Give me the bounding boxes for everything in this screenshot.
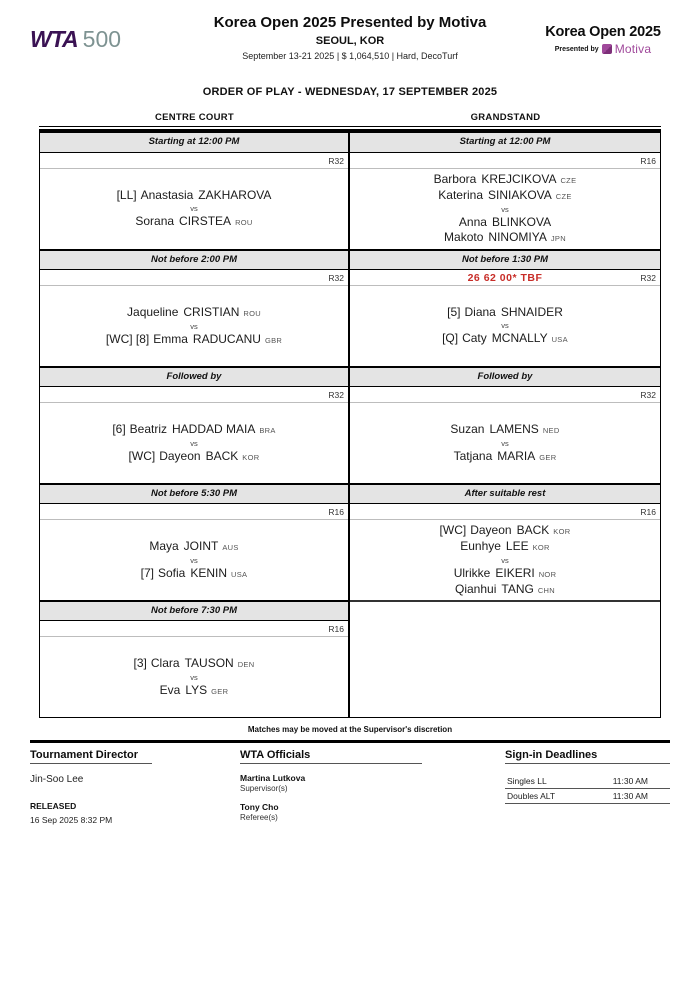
match-time-header: Starting at 12:00 PM [40,132,348,153]
released-datetime: 16 Sep 2025 8:32 PM [30,815,113,825]
round-row [40,270,348,286]
match-time-header: After suitable rest [350,483,660,504]
match-cell [40,270,348,366]
wta-officials-section [240,749,430,822]
player-first-name: Clara [150,655,180,670]
vs-label: vs [501,555,509,565]
player-last-name: SHNAIDER [500,305,563,319]
event-logo [528,24,678,56]
player-name [455,582,555,598]
player-name [117,188,272,203]
player-country-code: NOR [538,569,557,579]
player-name [444,230,566,246]
player-name [447,305,563,320]
event-logo-sponsor-row [528,42,678,56]
page-footer [30,749,670,859]
sign-in-time: 11:30 AM [612,791,648,801]
match-time-header: Not before 5:30 PM [40,483,348,504]
seed-entry-prefix: [3] [133,655,147,670]
player-last-name: NINOMIYA [488,230,547,244]
player-name [106,332,282,348]
player-last-name: LYS [185,682,208,697]
vs-label: vs [501,321,509,330]
sign-in-deadlines-heading: Sign-in Deadlines [505,749,670,764]
match-time-header: Followed by [350,366,660,387]
player-last-name: EIKERI [495,565,535,580]
player-first-name: Maya [149,538,179,553]
player-country-code: USA [231,569,248,579]
seed-entry-prefix: [WC] [8] [105,331,150,346]
player-last-name: KENIN [190,565,228,580]
tournament-director-heading: Tournament Director [30,749,152,764]
player-last-name: SINIAKOVA [488,188,552,202]
player-country-code: GER [539,452,557,462]
tournament-director-section [30,749,200,825]
player-first-name: Katerina [438,188,483,202]
vs-label: vs [501,438,509,448]
match-cell [40,504,348,600]
player-first-name: Anastasia [140,188,194,202]
player-first-name: Sorana [135,214,175,228]
round-row [350,504,660,520]
supervisor-name: Martina Lutkova [240,773,306,783]
player-name [112,422,275,438]
player-country-code: NED [542,425,560,435]
wta-logo-tier: 500 [82,26,122,52]
player-last-name: LEE [505,538,529,553]
tournament-director-name: Jin-Soo Lee [30,774,84,785]
match-time-header: Not before 1:30 PM [350,249,660,270]
match-cell [350,504,660,600]
round-label: R16 [640,156,656,166]
player-first-name: Qianhui [455,581,497,596]
sign-in-deadlines-table [505,774,670,804]
player-name [454,449,557,465]
player-last-name: HADDAD MAIA [172,421,256,436]
player-last-name: TANG [501,581,534,596]
sign-in-row-doubles-alt [505,789,670,804]
player-first-name: Sofia [157,565,186,580]
wta-logo-text: WTA [30,26,78,52]
match-time-header: Not before 7:30 PM [40,600,348,621]
player-country-code: ROU [235,218,253,227]
player-last-name: CIRSTEA [179,214,232,228]
sign-in-label: Doubles ALT [507,791,556,801]
match-players [350,169,660,249]
player-country-code: KOR [553,526,571,536]
footer-divider [30,740,670,743]
match-cell [350,270,660,366]
player-name [454,566,557,582]
player-country-code: KOR [242,452,260,462]
court-title-centre-court: CENTRE COURT [39,112,350,127]
player-country-code: AUS [222,542,239,552]
match-players [350,286,660,366]
player-first-name: Suzan [450,421,485,436]
player-last-name: MARIA [497,448,536,463]
player-country-code: CHN [537,585,555,595]
player-name [129,449,260,465]
match-cell [350,153,660,249]
presented-by-label: Presented by [554,45,599,53]
referee-name: Tony Cho [240,802,279,812]
referee-role: Referee(s) [240,813,278,822]
live-score: 26 62 00* TBF [467,272,543,284]
match-players [40,169,348,249]
player-last-name: BACK [516,522,550,537]
player-last-name: BACK [205,448,239,463]
released-label: RELEASED [30,801,77,811]
player-last-name: KREJCIKOVA [481,172,557,186]
player-first-name: Emma [153,331,188,346]
player-last-name: TAUSON [184,655,234,670]
round-row [40,621,348,637]
player-name [141,566,248,582]
vs-label: vs [190,204,198,213]
match-cell [40,621,348,717]
vs-label: vs [190,321,198,331]
player-country-code: CZE [560,176,577,185]
official-supervisor [240,773,430,793]
player-last-name: ZAKHAROVA [198,188,272,202]
tournament-details: September 13-21 2025 | $ 1,064,510 | Hard, DecoTurf [242,51,458,61]
supervisor-footnote: Matches may be moved at the Supervisor's discretion [247,725,453,734]
court-title-grandstand: GRANDSTAND [350,112,661,127]
player-first-name: Makoto [444,230,484,244]
round-label: R32 [640,273,656,283]
seed-entry-prefix: [6] [112,421,126,436]
player-country-code: GBR [264,335,283,345]
player-first-name: Eva [159,682,181,697]
match-cell [40,153,348,249]
round-row [350,387,660,403]
empty-schedule-cell [350,600,660,717]
seed-entry-prefix: [WC] [128,448,156,463]
player-first-name: Tatjana [453,448,493,463]
round-row [40,153,348,169]
round-label: R32 [328,156,344,166]
player-last-name: BLINKOVA [491,215,552,229]
player-name [160,683,229,699]
player-first-name: Dayeon [159,448,201,463]
player-last-name: MCNALLY [491,331,548,345]
official-referee [240,802,430,822]
player-country-code: JPN [550,234,566,243]
wta-500-logo [30,26,121,53]
round-label: R32 [328,273,344,283]
match-players [40,637,348,717]
player-name [440,523,571,539]
vs-label: vs [190,672,198,682]
round-row [40,387,348,403]
player-first-name: Jaqueline [127,304,179,319]
player-name [460,539,550,555]
grandstand-column [350,132,660,717]
seed-entry-prefix: [5] [447,305,461,319]
player-country-code: GER [211,686,229,696]
player-last-name: LAMENS [489,421,539,436]
player-country-code: DEN [237,659,255,669]
player-country-code: KOR [532,542,550,552]
match-players [40,286,348,366]
round-label: R32 [640,390,656,400]
vs-label: vs [190,438,198,448]
player-first-name: Eunhye [460,538,501,553]
motiva-logo-text: Motiva [614,42,652,56]
match-players [40,403,348,483]
player-name [438,188,571,204]
tournament-header [150,14,550,61]
player-first-name: Dayeon [470,522,512,537]
vs-label: vs [501,205,509,214]
player-last-name: JOINT [183,538,219,553]
player-name [434,172,577,188]
round-label: R16 [328,624,344,634]
page-header [0,0,700,78]
player-name [442,331,568,347]
player-name [135,214,252,230]
match-time-header: Not before 2:00 PM [40,249,348,270]
round-row [350,270,660,286]
sign-in-deadlines-section [505,749,670,804]
player-name [459,215,551,230]
vs-label: vs [190,555,198,565]
match-cell [350,387,660,483]
player-country-code: USA [551,335,568,344]
seed-entry-prefix: [7] [140,565,154,580]
wta-officials-heading: WTA Officials [240,749,422,764]
player-name [127,305,261,321]
match-players [350,520,660,600]
seed-entry-prefix: [Q] [442,331,459,345]
court-titles-row [39,112,661,127]
sign-in-label: Singles LL [507,776,547,786]
round-row [350,153,660,169]
sign-in-row-singles-ll [505,774,670,789]
match-players [350,403,660,483]
player-first-name: Diana [464,305,496,319]
sign-in-time: 11:30 AM [612,776,648,786]
match-time-header: Followed by [40,366,348,387]
event-logo-title: Korea Open 2025 [545,24,661,40]
seed-entry-prefix: [WC] [439,522,467,537]
centre-court-column [40,132,350,717]
match-players [40,520,348,600]
match-cell [40,387,348,483]
round-row [40,504,348,520]
player-first-name: Ulrikke [453,565,491,580]
tournament-location: SEOUL, KOR [315,35,385,47]
player-name [149,539,238,555]
match-time-header: Starting at 12:00 PM [350,132,660,153]
player-last-name: RADUCANU [192,331,261,346]
motiva-logo-icon [602,44,612,54]
seed-entry-prefix: [LL] [116,188,137,202]
player-first-name: Beatriz [129,421,168,436]
player-country-code: BRA [259,425,276,435]
supervisor-role: Supervisor(s) [240,784,288,793]
player-first-name: Barbora [433,172,477,186]
player-name [134,656,255,672]
player-first-name: Anna [458,215,487,229]
round-label: R16 [640,507,656,517]
player-last-name: CRISTIAN [183,304,240,319]
round-label: R16 [328,507,344,517]
schedule-table [39,129,661,718]
player-first-name: Caty [462,331,487,345]
round-label: R32 [328,390,344,400]
player-country-code: CZE [555,192,572,201]
player-name [450,422,559,438]
tournament-title: Korea Open 2025 Presented by Motiva [213,14,487,31]
player-country-code: ROU [243,308,261,318]
order-of-play-title: ORDER OF PLAY - WEDNESDAY, 17 SEPTEMBER 2025 [202,86,498,98]
